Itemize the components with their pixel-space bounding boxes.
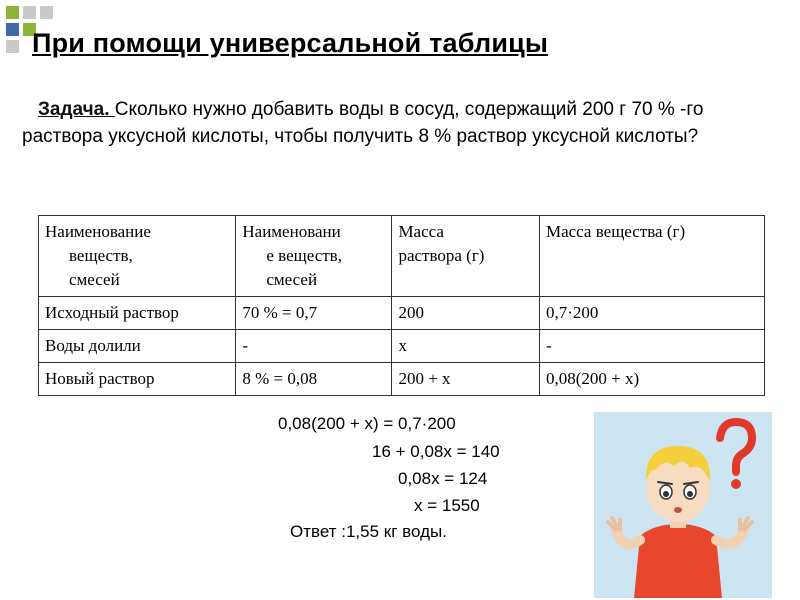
- table-cell: -: [539, 330, 764, 363]
- equation-line-4: х = 1550: [414, 496, 480, 515]
- table-cell: 8 % = 0,08: [236, 363, 392, 396]
- task-label: Задача.: [38, 99, 115, 120]
- task-statement: [22, 96, 742, 150]
- solution-table: [38, 215, 765, 396]
- confused-boy-illustration: [594, 412, 772, 598]
- table-cell: 0,08(200 + х): [539, 363, 764, 396]
- header-cell: Наименование веществ, смесей: [39, 216, 236, 297]
- equation-line-1: 0,08(200 + х) = 0,7·200: [278, 414, 456, 433]
- equation-line-2: 16 + 0,08х = 140: [372, 442, 500, 461]
- table-cell: Новый раствор: [39, 363, 236, 396]
- table-row: [39, 297, 765, 330]
- header-cell: Масса раствора (г): [392, 216, 540, 297]
- header-cell: Масса вещества (г): [539, 216, 764, 297]
- table-cell: -: [236, 330, 392, 363]
- task-text: Сколько нужно добавить воды в сосуд, содержащий 200 г 70 % -го раствора уксусной кислоты, чтобы получить 8 % раствор уксусной кислоты?: [22, 99, 704, 147]
- header-cell: Наименовани е веществ, смесей: [236, 216, 392, 297]
- table-cell: 0,7·200: [539, 297, 764, 330]
- answer-text: Ответ :1,55 кг воды.: [290, 522, 447, 541]
- table-row: [39, 330, 765, 363]
- table-cell: Исходный раствор: [39, 297, 236, 330]
- table-cell: 200: [392, 297, 540, 330]
- equation-line-3: 0,08х = 124: [398, 469, 488, 488]
- table-cell: х: [392, 330, 540, 363]
- table-cell: Воды долили: [39, 330, 236, 363]
- table-cell: 70 % = 0,7: [236, 297, 392, 330]
- table-cell: 200 + х: [392, 363, 540, 396]
- table-row: [39, 363, 765, 396]
- table-header-row: [39, 216, 765, 297]
- page-title: При помощи универсальной таблицы: [32, 28, 549, 58]
